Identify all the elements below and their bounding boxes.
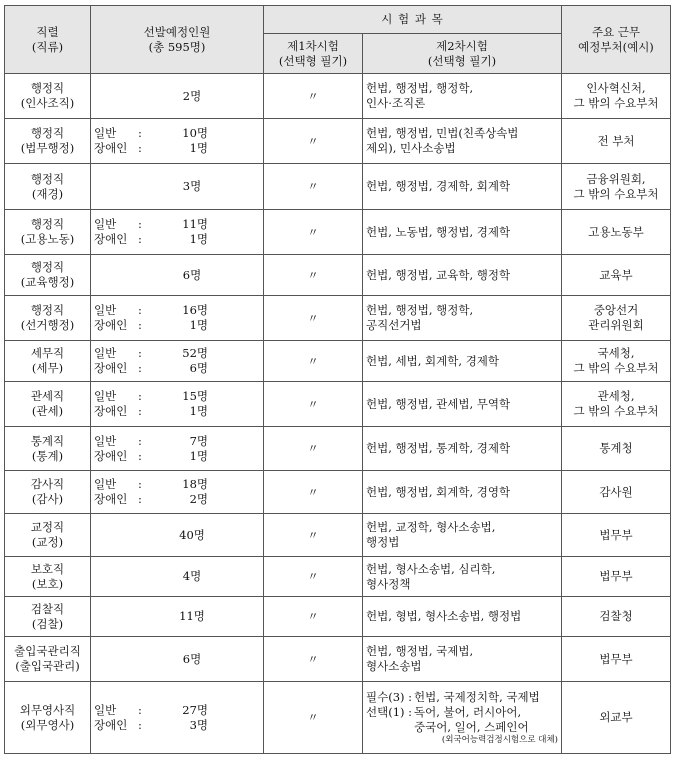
count-cell: 일반 : 52명 장애인 : 6명: [91, 341, 264, 382]
exam2-cell: 헌법, 형법, 형사소송법, 행정법: [363, 597, 562, 637]
table-row: [5, 427, 671, 471]
exam2-cell: 헌법, 노동법, 행정법, 경제학: [363, 210, 562, 255]
count-cell: 일반 : 10명 장애인 : 1명: [91, 119, 264, 164]
series-cell: 행정직 (인사조직): [5, 74, 91, 119]
department-cell: 고용노동부: [562, 210, 671, 255]
department-cell: 인사혁신처, 그 밖의 수요부처: [562, 74, 671, 119]
exam1-cell: 〃: [264, 471, 363, 514]
count-cell: 2명: [91, 74, 264, 119]
exam1-cell: 〃: [264, 210, 363, 255]
exam2-cell: 헌법, 형사소송법, 심리학, 형사정책: [363, 557, 562, 597]
department-cell: 관세청, 그 밖의 수요부처: [562, 382, 671, 427]
table-row: [5, 682, 671, 754]
department-cell: 금융위원회, 그 밖의 수요부처: [562, 164, 671, 210]
table-row: [5, 382, 671, 427]
exam1-cell: 〃: [264, 164, 363, 210]
exam2-cell: 헌법, 행정법, 행정학, 인사·조직론: [363, 74, 562, 119]
department-cell: 중앙선거 관리위원회: [562, 296, 671, 341]
series-cell: 감사직 (감사): [5, 471, 91, 514]
exam2-cell: 헌법, 행정법, 국제법, 형사소송법: [363, 637, 562, 682]
header-department: 주요 근무 예정부처(예시): [562, 6, 671, 74]
exam1-cell: 〃: [264, 296, 363, 341]
exam2-cell: 헌법, 세법, 회계학, 경제학: [363, 341, 562, 382]
series-cell: 교정직 (교정): [5, 514, 91, 557]
count-cell: 3명: [91, 164, 264, 210]
table-row: [5, 164, 671, 210]
series-cell: 행정직 (교육행정): [5, 255, 91, 296]
table-row: [5, 557, 671, 597]
count-cell: 6명: [91, 255, 264, 296]
count-cell: 일반 : 27명 장애인 : 3명: [91, 682, 264, 754]
count-cell: 일반 : 7명 장애인 : 1명: [91, 427, 264, 471]
exam1-cell: 〃: [264, 255, 363, 296]
series-cell: 출입국관리직 (출입국관리): [5, 637, 91, 682]
exam2-note: (외국어능력검정시험으로 대체): [441, 734, 558, 745]
series-cell: 행정직 (고용노동): [5, 210, 91, 255]
header-exam2: 제2차시험 (선택형 필기): [363, 34, 562, 74]
header-exam-subjects: 시 험 과 목: [264, 6, 562, 34]
department-cell: 법무부: [562, 637, 671, 682]
exam1-cell: 〃: [264, 427, 363, 471]
exam2-cell: 헌법, 행정법, 관세법, 무역학: [363, 382, 562, 427]
exam2-cell: 헌법, 행정법, 민법(친족상속법 제외), 민사소송법: [363, 119, 562, 164]
count-cell: 4명: [91, 557, 264, 597]
table-row: [5, 341, 671, 382]
table-row: [5, 296, 671, 341]
count-cell: 일반 : 11명 장애인 : 1명: [91, 210, 264, 255]
department-cell: 검찰청: [562, 597, 671, 637]
series-cell: 통계직 (통계): [5, 427, 91, 471]
count-cell: 일반 : 15명 장애인 : 1명: [91, 382, 264, 427]
table-row: [5, 210, 671, 255]
series-cell: 외무영사직 (외무영사): [5, 682, 91, 754]
exam1-cell: 〃: [264, 74, 363, 119]
header-planned-count: 선발예정인원 (총 595명): [91, 6, 264, 74]
recruitment-table: [4, 5, 671, 754]
series-cell: 보호직 (보호): [5, 557, 91, 597]
exam1-cell: 〃: [264, 557, 363, 597]
count-cell: 일반 : 18명 장애인 : 2명: [91, 471, 264, 514]
department-cell: 감사원: [562, 471, 671, 514]
count-cell: 11명: [91, 597, 264, 637]
exam1-cell: 〃: [264, 382, 363, 427]
exam1-cell: 〃: [264, 682, 363, 754]
department-cell: 국세청, 그 밖의 수요부처: [562, 341, 671, 382]
series-cell: 행정직 (재경): [5, 164, 91, 210]
exam2-cell: 헌법, 행정법, 통계학, 경제학: [363, 427, 562, 471]
table-row: [5, 119, 671, 164]
series-cell: 행정직 (법무행정): [5, 119, 91, 164]
count-cell: 40명: [91, 514, 264, 557]
table-row: [5, 597, 671, 637]
department-cell: 교육부: [562, 255, 671, 296]
header-series: 직렬 (직류): [5, 6, 91, 74]
exam2-cell: 헌법, 교정학, 형사소송법, 행정법: [363, 514, 562, 557]
exam2-cell: 헌법, 행정법, 경제학, 회계학: [363, 164, 562, 210]
exam1-cell: 〃: [264, 597, 363, 637]
exam2-cell: 헌법, 행정법, 교육학, 행정학: [363, 255, 562, 296]
count-cell: 6명: [91, 637, 264, 682]
table-row: [5, 514, 671, 557]
exam2-cell: 헌법, 행정법, 회계학, 경영학: [363, 471, 562, 514]
table-row: [5, 637, 671, 682]
exam1-cell: 〃: [264, 119, 363, 164]
table-row: [5, 255, 671, 296]
department-cell: 통계청: [562, 427, 671, 471]
department-cell: 법무부: [562, 557, 671, 597]
table-row: [5, 471, 671, 514]
count-cell: 일반 : 16명 장애인 : 1명: [91, 296, 264, 341]
series-cell: 관세직 (관세): [5, 382, 91, 427]
department-cell: 법무부: [562, 514, 671, 557]
header-exam1: 제1차시험 (선택형 필기): [264, 34, 363, 74]
exam1-cell: 〃: [264, 514, 363, 557]
exam2-cell: 헌법, 행정법, 행정학, 공직선거법: [363, 296, 562, 341]
series-cell: 세무직 (세무): [5, 341, 91, 382]
table-row: [5, 74, 671, 119]
exam2-cell: 필수(3) : 헌법, 국제정치학, 국제법 선택(1) : 독어, 불어, 러시아어, 중국어, 일어, 스페인어 (외국어능력검정시험으로 대체): [363, 682, 562, 754]
exam1-cell: 〃: [264, 341, 363, 382]
department-cell: 전 부처: [562, 119, 671, 164]
series-cell: 행정직 (선거행정): [5, 296, 91, 341]
department-cell: 외교부: [562, 682, 671, 754]
exam1-cell: 〃: [264, 637, 363, 682]
series-cell: 검찰직 (검찰): [5, 597, 91, 637]
